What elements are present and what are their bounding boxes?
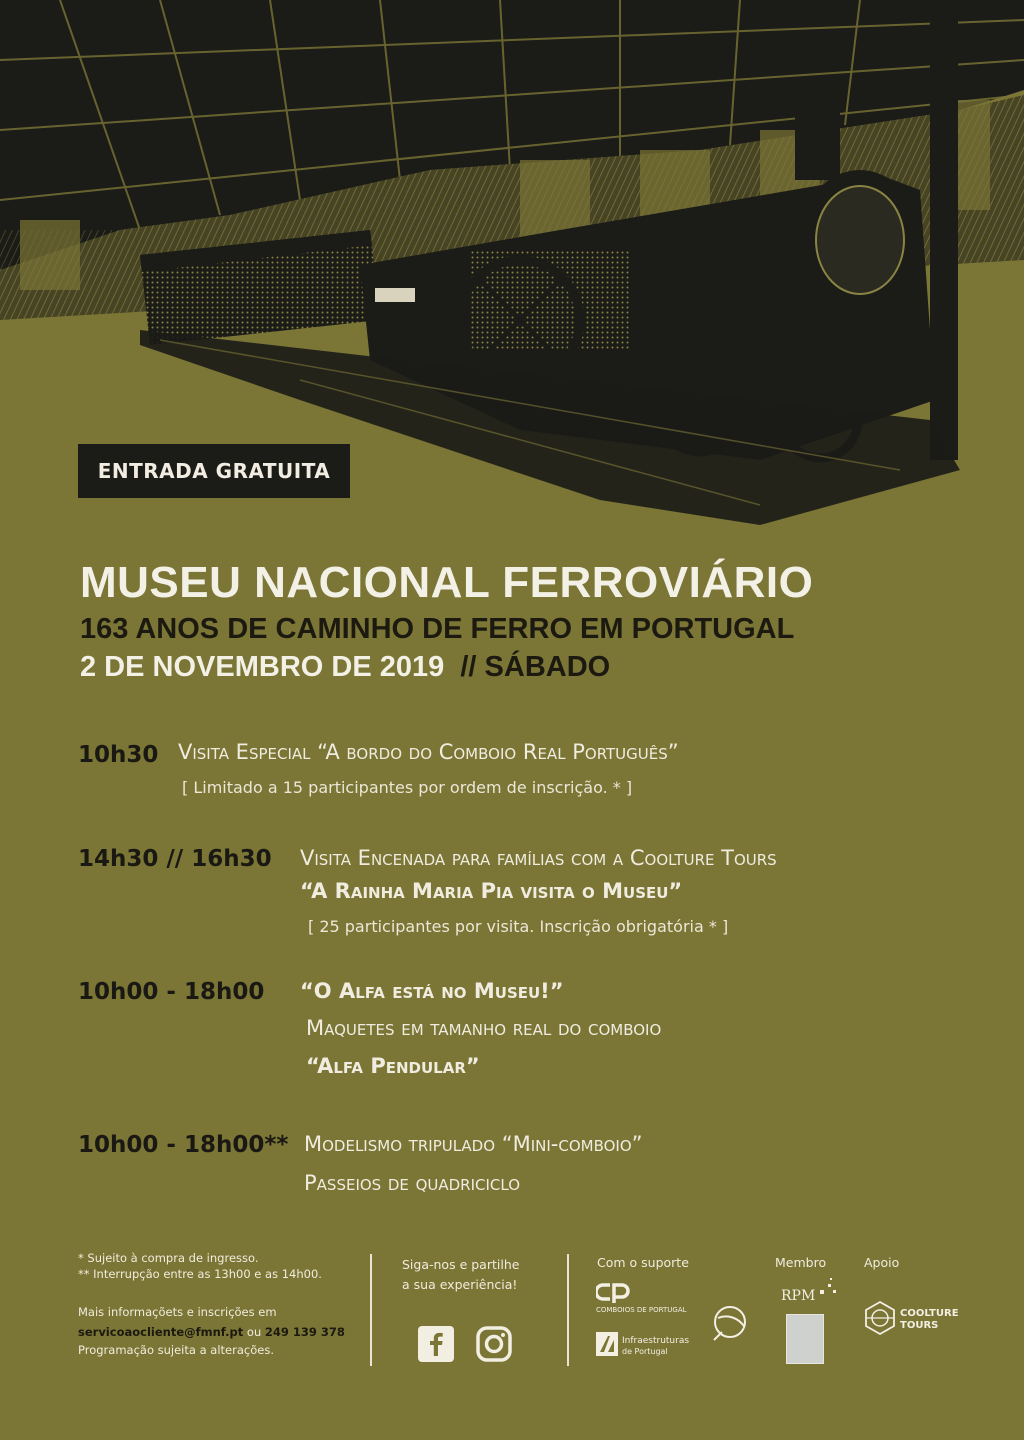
- event-subtitle: “A Rainha Maria Pia visita o Museu”: [300, 879, 683, 903]
- circle-logo-icon: [710, 1304, 748, 1342]
- program-disclaimer: Programação sujeita a alterações.: [78, 1343, 274, 1357]
- event-title: Modelismo tripulado “Mini-comboio”: [304, 1132, 643, 1156]
- contact-phone[interactable]: 249 139 378: [264, 1325, 345, 1339]
- event-time: 10h30: [78, 742, 159, 768]
- footer-divider: [370, 1254, 372, 1366]
- rpm-logo-text: RPM: [781, 1288, 816, 1304]
- contact-separator: ou: [246, 1325, 262, 1339]
- ip-logo-text-line1: Infraestruturas: [622, 1336, 690, 1346]
- event-date: [80, 648, 980, 686]
- footnote-interruption: ** Interrupção entre as 13h00 e as 14h00.: [78, 1267, 322, 1281]
- event-date-text: 2 DE NOVEMBRO DE 2019: [80, 651, 445, 683]
- follow-text-line1: Siga-nos e partilhe: [402, 1257, 520, 1272]
- rpm-badge-image: [786, 1314, 824, 1364]
- ip-logo-icon: [596, 1332, 618, 1356]
- header-block: [80, 556, 980, 686]
- info-text: Mais informaçõets e inscrições em: [78, 1305, 277, 1319]
- contact-line: [78, 1324, 345, 1340]
- event-title: Visita Encenada para famílias com a Coolture Tours: [300, 846, 777, 870]
- member-label: Membro: [775, 1255, 827, 1270]
- coolture-logo-icon: [862, 1300, 898, 1336]
- apoio-label: Apoio: [864, 1255, 900, 1270]
- instagram-icon[interactable]: [476, 1326, 512, 1362]
- event-note: [ Limitado a 15 participantes por ordem de inscrição. * ]: [182, 778, 633, 797]
- footnote-ticket: * Sujeito à compra de ingresso.: [78, 1251, 259, 1265]
- cp-logo-icon: [596, 1282, 630, 1304]
- event-description: Maquetes em tamanho real do comboio: [306, 1016, 662, 1040]
- rpm-dots-icon: [818, 1278, 840, 1298]
- event-description: Passeios de quadriciclo: [304, 1171, 521, 1195]
- free-entry-badge: ENTRADA GRATUITA: [78, 444, 350, 498]
- coolture-logo-text-line2: TOURS: [900, 1320, 939, 1331]
- page-subtitle: 163 ANOS DE CAMINHO DE FERRO EM PORTUGAL: [80, 613, 795, 645]
- event-note: [ 25 participantes por visita. Inscrição obrigatória * ]: [308, 917, 729, 936]
- footer: [0, 1250, 1024, 1400]
- event-time: 10h00 - 18h00**: [78, 1132, 289, 1158]
- contact-email[interactable]: servicoaocliente@fmnf.pt: [78, 1325, 244, 1339]
- event-time: 14h30 // 16h30: [78, 846, 272, 872]
- follow-text-line2: a sua experiência!: [402, 1277, 518, 1292]
- facebook-icon[interactable]: [418, 1326, 454, 1362]
- ip-logo-text-line2: de Portugal: [622, 1347, 668, 1356]
- event-day-text: // SÁBADO: [460, 651, 611, 683]
- event-title: “O Alfa está no Museu!”: [300, 979, 564, 1003]
- event-title: Visita Especial “A bordo do Comboio Real Português”: [178, 740, 679, 764]
- event-subtitle: “Alfa Pendular”: [306, 1054, 480, 1078]
- footer-divider: [567, 1254, 569, 1366]
- support-label: Com o suporte: [597, 1255, 689, 1270]
- cp-logo-text: COMBOIOS DE PORTUGAL: [596, 1306, 687, 1314]
- page-title: MUSEU NACIONAL FERROVIÁRIO: [80, 558, 814, 607]
- coolture-logo-text-line1: COOLTURE: [900, 1308, 959, 1319]
- event-time: 10h00 - 18h00: [78, 979, 265, 1005]
